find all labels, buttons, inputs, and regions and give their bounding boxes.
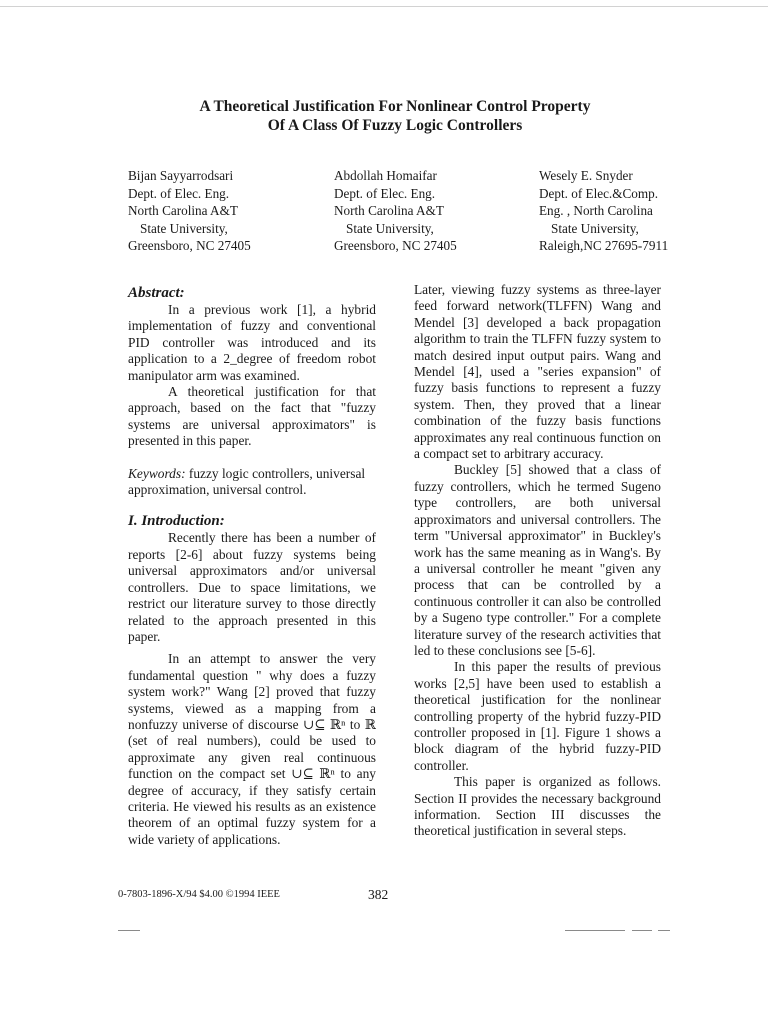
author-city: Greensboro, NC 27405	[334, 238, 457, 254]
body-paragraph-2: Buckley [5] showed that a class of fuzzy controllers, which he termed Sugeno type controllers, are both universal approximators and universal controllers. The term "Universal approximator" in Buckley's work has the same meaning as in Wang's. By a universal controller he meant "given any process that can be controlled by a continuous controller it can also be controlled by a Sugeno type controller." For a complete literature survey of the research activities that led to these conclusions see [5-6].	[414, 462, 661, 658]
scan-mark	[658, 930, 670, 931]
introduction-heading: I. Introduction:	[128, 513, 225, 530]
left-column	[128, 284, 376, 848]
page-number: 382	[368, 887, 389, 902]
paper-title-line-2: Of A Class Of Fuzzy Logic Controllers	[267, 117, 523, 134]
keywords-paragraph	[128, 466, 376, 499]
body-paragraph-3: In this paper the results of previous works [2,5] have been used to establish a theoretical justification for the nonlinear controlling property of the hybrid fuzzy-PID controller proposed in [1]. Figure 1 shows a block diagram of the hybrid fuzzy-PID controller.	[414, 659, 661, 773]
author-institution: North Carolina A&T	[128, 203, 238, 219]
intro-paragraph-1: Recently there has been a number of reports [2-6] about fuzzy systems being universal approximators and/or universal controllers. Due to space limitations, we restrict our literature survey to those directly related to the approach presented in this paper.	[128, 530, 376, 644]
author-institution: Eng. , North Carolina	[539, 203, 653, 219]
paper-title-line-1: A Theoretical Justification For Nonlinear Control Property	[199, 98, 591, 115]
author-institution-cont: State University,	[140, 220, 228, 236]
author-institution: North Carolina A&T	[334, 203, 444, 219]
copyright-notice: 0-7803-1896-X/94 $4.00 ©1994 IEEE	[118, 889, 280, 900]
abstract-paragraph-1: In a previous work [1], a hybrid implementation of fuzzy and conventional PID controller was introduced and its application to a 2_degree of freedom robot manipulator arm was examined.	[128, 302, 376, 383]
author-block-2	[334, 167, 457, 255]
author-dept: Dept. of Elec.&Comp.	[539, 185, 659, 201]
keywords-text: fuzzy logic controllers, universal approximation, universal control.	[128, 465, 366, 498]
intro-paragraph-2: In an attempt to answer the very fundamental question " why does a fuzzy system work?" Wang [2] proved that fuzzy systems, viewed as a mapping from a nonfuzzy universe of discourse ∪⊆ ℝⁿ to ℝ (set of real numbers), could be used to approximate any given real continuous function on the compact set ∪⊆ ℝⁿ to any degree of accuracy, if they satisfy certain criteria. He viewed his results as an existence theorem of an optimal fuzzy system for a wide variety of applications.	[128, 651, 376, 847]
abstract-paragraph-2: A theoretical justification for that approach, based on the fact that "fuzzy systems are universal approximators" is presented in this paper.	[128, 384, 376, 449]
keywords-label: Keywords:	[128, 465, 186, 481]
right-column	[414, 282, 661, 840]
author-name: Wesely E. Snyder	[539, 168, 633, 183]
author-city: Greensboro, NC 27405	[128, 238, 251, 254]
scan-mark	[632, 930, 652, 931]
author-name: Abdollah Homaifar	[334, 168, 437, 183]
author-block-3	[539, 167, 668, 255]
author-dept: Dept. of Elec. Eng.	[128, 185, 230, 201]
author-institution-cont: State University,	[346, 220, 434, 236]
author-block-1	[128, 167, 251, 255]
scan-mark	[118, 930, 140, 931]
abstract-heading: Abstract:	[128, 285, 185, 301]
author-dept: Dept. of Elec. Eng.	[334, 185, 436, 201]
author-institution-cont: State University,	[551, 220, 639, 236]
author-name: Bijan Sayyarrodsari	[128, 168, 234, 183]
top-rule	[0, 6, 768, 7]
body-paragraph-4: This paper is organized as follows. Section II provides the necessary background information. Section III discusses the theoretical justification in several steps.	[414, 774, 661, 839]
author-city: Raleigh,NC 27695-7911	[539, 238, 669, 254]
scan-mark	[565, 930, 625, 931]
body-paragraph-1: Later, viewing fuzzy systems as three-layer feed forward network(TLFFN) Wang and Mendel [3] developed a back propagation algorithm to train the TLFFN fuzzy system to match desired input output pairs. Wang and Mendel [4], used a "series expansion" of fuzzy basis functions to represent a fuzzy system. Then, they proved that a linear combination of the fuzzy basis functions approximates any real continuous function on a compact set to arbitrary accuracy.	[414, 282, 661, 462]
